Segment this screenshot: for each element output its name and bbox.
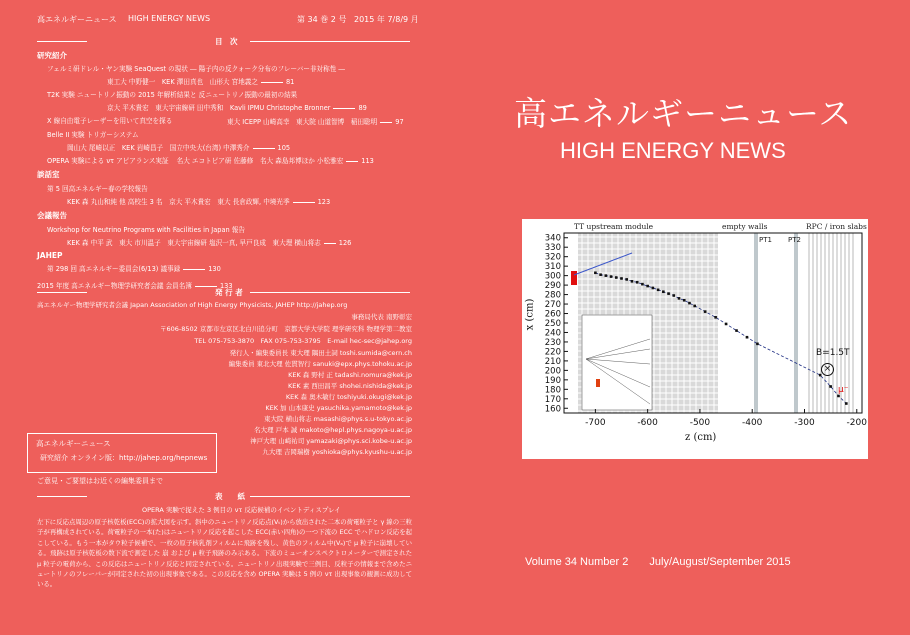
hit-point [610,275,613,278]
y-axis-label: x (cm) [524,298,536,331]
hit-point [756,343,759,346]
y-tick-label: 190 [544,375,561,386]
y-tick-label: 250 [544,319,561,329]
hit-point [837,395,840,398]
label-pt2: PT2 [788,236,801,244]
online-link[interactable]: 研究紹介 オンライン版：http://jahep.org/hepnews [40,454,208,462]
divider [37,41,87,42]
y-tick-label: 170 [544,394,561,405]
hit-point [620,277,623,280]
y-tick-label: 220 [544,347,561,358]
hit-point [605,274,608,277]
toc-entry[interactable] [47,129,417,139]
x-tick-label: -300 [794,418,815,428]
plot-area [571,233,854,413]
journal-name-en: HIGH ENERGY NEWS [128,14,211,23]
entry-title: フェルミ研ドレル・ヤン実験 SeaQuest の現状 ― 陽子内の反クォーク分布のフレーバー非対称性 ― [47,65,346,73]
editor-row [37,348,412,357]
entry-title: OPERA 実験による ντ アピアランス実証 [47,157,169,165]
org-name-en: Japan Association of High Energy Physicists, JAHEP [130,301,295,309]
hit-point [657,289,660,292]
section-title: 研究紹介 [37,51,67,60]
pt1-band [754,233,758,413]
vertex-inset [582,315,652,410]
entry-authors: 岡山大 尾崎以正 KEK 岩崎昌子 国立中央大(台湾) 中澤秀介 [67,144,250,152]
y-tick-label: 260 [544,309,561,320]
y-tick-label: 280 [544,290,561,301]
rep-label: 事務局代表 [351,313,384,321]
hit-point [636,281,639,284]
entry-authors: KEK 森 中平 武 東大 市川温子 東大宇宙線研 塩沢一真, 早戸良成 東大理 横山将志 [67,239,321,247]
table-of-contents [37,50,417,290]
toc-authors [107,76,417,86]
y-tick-label: 270 [544,300,561,311]
hit-point [829,385,832,388]
entry-title: 第 5 回高エネルギー春の学校報告 [47,185,148,193]
entry-title: 2015 年度 高エネルギー物理学研究者会議 会員名簿 [37,282,192,290]
hit-point [704,310,707,313]
committee-member: KEK 加 山本康史 yasuchika.yamamoto@kek.jp [265,404,412,412]
y-tick-label: 330 [544,243,561,254]
label-bfield: B=1.5T [816,348,850,358]
org-name: 高エネルギー物理学研究者会議 [37,301,128,309]
y-tick-label: 340 [544,233,561,244]
y-tick-label: 200 [544,366,561,377]
entry-page: 126 [338,239,352,247]
y-tick-label: 290 [544,281,561,292]
committee-member: KEK 森 奥木敏行 toshiyuki.okugi@kek.jp [285,393,412,401]
editor-contact: 東大理 隅田土詞 toshi.sumida@cern.ch [290,349,412,357]
publisher-heading: 発 行 者 [215,288,243,297]
feedback-note: ご意見・ご要望はお近くの編集委員まで [37,477,163,485]
cover-note-heading: 表 紙 [215,492,245,501]
toc-entry[interactable] [47,224,417,234]
toc-entry[interactable] [47,263,417,273]
hit-point [746,336,749,339]
section-title: 談話室 [37,170,60,179]
cover-note-subtitle: OPERA 実験で捉えた 3 例目の ντ 反応候補のイベントディスプレイ [142,506,341,514]
y-tick-label: 320 [544,252,561,263]
committee-member: 東大院 横山将志 masashi@phys.s.u-tokyo.ac.jp [264,415,412,423]
entry-page: 130 [208,265,221,273]
hit-point [693,305,696,308]
entry-title: T2K 実験 ニュートリノ振動の 2015 年解析結果と 反ニュートリノ振動の最初の結果 [47,91,298,99]
y-tick-label: 160 [544,404,561,415]
entry-title: 第 298 回 高エネルギー委員会(6/13) 議事録 [47,265,181,273]
committee-member: 名大理 戸本 誠 makoto@hepl.phys.nagoya-u.ac.jp [254,426,412,434]
b-field-into-page-icon: × [821,363,834,376]
rep-name: 南野彰宏 [386,313,412,321]
x-tick-label: -500 [689,418,711,428]
toc-authors [107,102,417,112]
committee-member: 神戸大理 山崎祐司 yamazaki@phys.sci.kobe-u.ac.jp [250,437,412,445]
label-rpc: RPC / iron slabs [806,222,867,231]
hit-point [683,299,686,302]
hit-point [688,302,691,305]
issue-number: 第 34 巻 2 号 [297,15,347,24]
cover-title-en: HIGH ENERGY NEWS [560,138,786,163]
entry-page: 123 [317,198,331,206]
label-tt: TT upstream module [574,222,654,231]
committee-row [37,359,412,368]
toc-entry[interactable] [47,63,417,73]
entry-page: 97 [395,118,404,126]
issue-date: 2015 年 7/8/9 月 [354,15,419,24]
entry-authors: 東工大 中野健一 KEK 澤田真也 山形大 宮地義之 [107,78,258,86]
x-axis-label: z (cm) [685,432,717,443]
box-title: 高エネルギーニュース [36,439,111,448]
address: 〒606-8502 京都市左京区北白川追分町 京都大学大学院 理学研究科 物理学第二教室 [160,325,412,333]
y-tick-label: 230 [544,337,561,348]
editor-label: 発行人・編集委員長 [229,349,289,357]
org-url[interactable]: http://jahep.org [296,301,348,309]
divider [250,292,410,293]
entry-title: X 線自由電子レーザーを用いて真空を探る [47,117,173,125]
hit-point [652,287,655,290]
hit-point [672,294,675,297]
hit-point [714,316,717,319]
event-display-plot [522,219,868,459]
publication-period: July/August/September 2015 [649,556,791,568]
hit-point [819,374,822,377]
toc-authors [67,196,417,206]
hit-point [725,323,728,326]
hit-point [667,292,670,295]
y-tick-label: 210 [544,356,561,367]
committee-member: 九大理 吉岡瑞樹 yoshioka@phys.kyushu-u.ac.jp [262,448,412,456]
cover-note-body: 左下に反応点周辺の原子核乾板(ECC)の拡大図を示す。斜中のニュートリノ反応点(Vₜ)から放出された二本の荷電粒子と γ 線の三粒子が再構成されている。荷電粒子の一本(た)はニュートリノ反応を起こした ECC(赤い四角)の一つ下流の ECC でハドロン反応を起こしている。もう一本がタウ粒子候補で、一枚の原子核乳剤フィルムに飛跡を残し、黄色のフィルム中(Vₐ)で μ 粒子に崩壊している。飛跡は原子核乾板の数下流で測定した 崩 および μ 粒子飛跡のみ示ある。下流のミューオンスペクトロメーターで測定された μ 粒子の電荷から、この反応はニュートリノ反応と同定されている。ニュートリノ出現実験で三例目、反粒子の情報まで含めたニュートリノのフレーバーが同定された初の出現事象である。この反応を含め OPERA 実験は 5 例の ντ 出現事象の観測に成功している。 [37,518,412,589]
contact-info: TEL 075-753-3870 FAX 075-753-3795 E-mail hec-sec@jahep.org [194,337,412,345]
section-title: 会議報告 [37,211,67,220]
hit-point [646,285,649,288]
hit-point [625,278,628,281]
committee-member: KEK 素 西田昌平 shohei.nishida@kek.jp [288,382,412,390]
entry-authors: 名大 エコトピア研 佐藤修 名大 森島邦博ほか 小松雅宏 [176,157,344,165]
label-walls: empty walls [722,222,768,231]
x-tick-label: -600 [637,418,658,428]
toc-heading: 目 次 [215,37,238,46]
hit-point [735,329,738,332]
entry-page: 133 [219,282,233,290]
online-version-box [27,433,217,473]
entry-title: Workshop for Neutrino Programs with Facilities in Japan 報告 [47,226,245,234]
divider [250,41,410,42]
entry-authors: 東大 ICEPP 山崎高幸 東大院 山道智博 稲田聡明 [227,118,378,126]
publisher-org [37,300,412,309]
inset-marker [596,379,600,387]
entry-authors: KEK 森 丸山和純 他 高校生 3 名 京大 平木貴宏 東大 長倉政輝, 中境光季 [67,198,290,206]
pt2-band [794,233,798,413]
hit-point [678,297,681,300]
journal-name-jp: 高エネルギーニュース [37,15,117,24]
x-tick-label: -200 [846,418,867,428]
toc-entry[interactable] [47,89,417,99]
volume-number: Volume 34 Number 2 [525,556,629,568]
entry-title: Belle II 実験 トリガーシステム [47,131,139,139]
hit-point [641,283,644,286]
hit-point [845,402,848,405]
y-tick-label: 310 [544,262,561,273]
entry-page: 89 [358,104,367,112]
hit-point [594,271,597,274]
committee-member: 東北大理 佐貫智行 sanuki@epx.phys.tohoku.ac.jp [256,360,412,368]
x-tick-label: -700 [585,418,606,428]
toc-authors [67,237,417,247]
hit-point [631,280,634,283]
y-tick-label: 300 [544,271,561,282]
divider [37,292,87,293]
toc-entry[interactable] [47,183,417,193]
cover-figure [522,219,868,459]
y-tick-label: 240 [544,328,561,339]
entry-page: 105 [277,144,291,152]
toc-authors [227,116,417,126]
hit-point [662,290,665,293]
representative [37,312,412,321]
divider [37,496,87,497]
section-title: JAHEP [37,251,63,260]
entry-authors: 京大 平木貴宏 東大宇宙線研 田中秀和 Kavli IPMU Christophe Bronner [107,104,331,112]
toc-entry[interactable] [47,155,417,165]
committee-member: KEK 森 野村 正 tadashi.nomura@kek.jp [288,371,412,379]
x-tick-label: -400 [741,418,763,428]
divider [250,496,410,497]
label-muon: μ⁻ [838,385,849,395]
label-pt1: PT1 [759,236,772,244]
cover-title-jp: 高エネルギーニュース [514,94,853,133]
hit-point [599,273,602,276]
entry-page: 113 [361,157,374,165]
y-tick-label: 180 [544,385,561,396]
ecc-red-box [571,271,577,285]
entry-page: 81 [285,78,295,86]
hit-point [615,276,618,279]
volume-info [525,556,791,568]
toc-authors [67,142,417,152]
committee-label: 編集委員 [228,360,255,368]
